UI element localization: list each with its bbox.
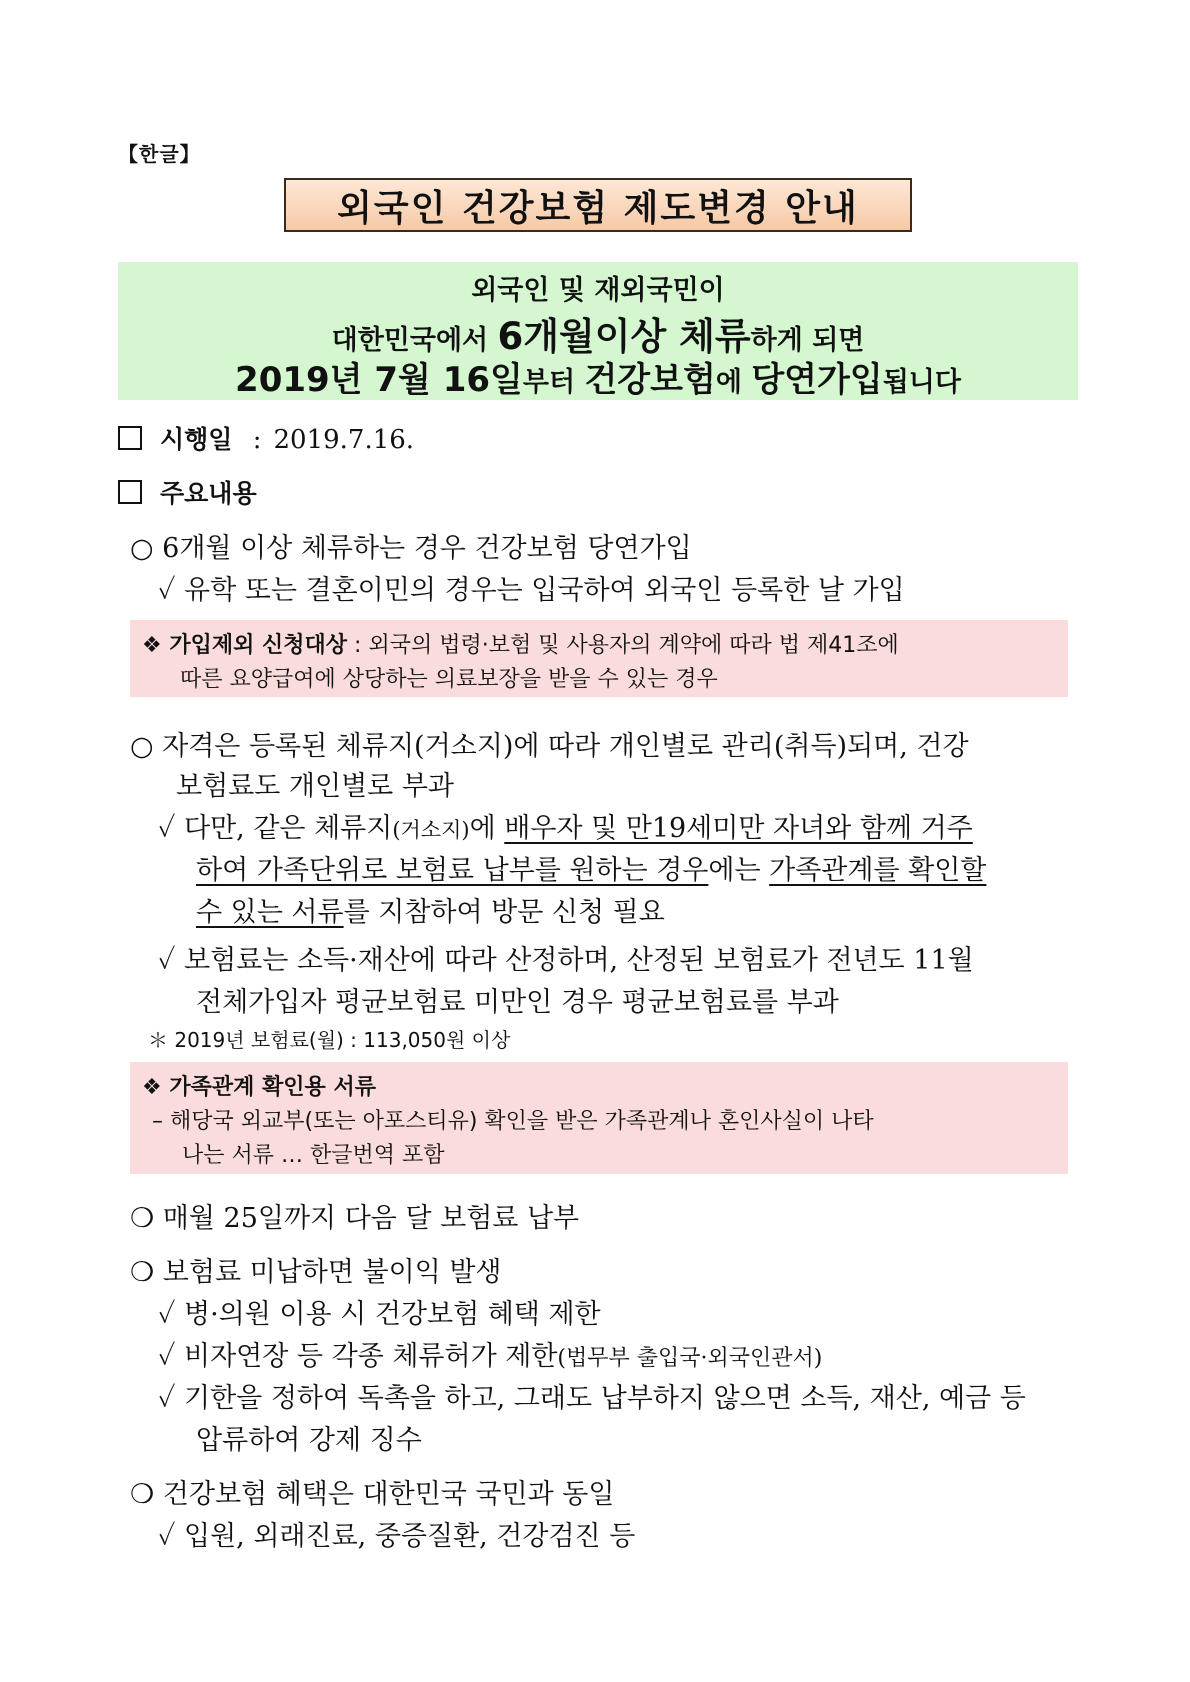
sub-bullet-visa-restriction: ✓ 비자연장 등 각종 체류허가 제한(법무부 출입국·외국인관서) bbox=[158, 1341, 823, 1372]
effective-date-value: 2019.7.16. bbox=[273, 425, 415, 455]
banner-line-2: 대한민국에서 6개월이상 체류하게 되면 bbox=[331, 315, 865, 358]
sub-bullet-family-line-3: 수 있는 서류를 지참하여 방문 신청 필요 bbox=[196, 897, 665, 928]
language-tag: 【한글】 bbox=[118, 142, 201, 166]
bullet-qualification-cont: 보험료도 개인별로 부과 bbox=[176, 771, 454, 802]
sub-bullet-student-marriage: ✓ 유학 또는 결혼이민의 경우는 입국하여 외국인 등록한 날 가입 bbox=[158, 575, 905, 606]
page-title: 외국인 건강보험 제도변경 안내 bbox=[284, 178, 912, 232]
banner-line-1: 외국인 및 재외국민이 bbox=[471, 275, 725, 306]
bullet-benefits: ❍ 건강보험 혜택은 대한민국 국민과 동일 bbox=[130, 1479, 615, 1510]
banner-highlight-date: 2019년 7월 16일 bbox=[235, 360, 523, 400]
exemption-line-2: 따른 요양급여에 상당하는 의료보장을 받을 수 있는 경우 bbox=[180, 667, 718, 692]
sub-bullet-family-line-1: ✓ 다만, 같은 체류지(거소지)에 배우자 및 만19세미만 자녀와 함께 거주 bbox=[158, 813, 973, 844]
checkbox-square-icon bbox=[118, 426, 142, 450]
bullet-enrollment: ○ 6개월 이상 체류하는 경우 건강보험 당연가입 bbox=[130, 533, 692, 564]
sub-bullet-seizure-line-2: 압류하여 강제 징수 bbox=[196, 1425, 422, 1456]
sub-bullet-hospital-restriction: ✓ 병·의원 이용 시 건강보험 혜택 제한 bbox=[158, 1299, 601, 1330]
checkbox-square-icon bbox=[118, 480, 142, 504]
sub-bullet-benefits-list: ✓ 입원, 외래진료, 중증질환, 건강검진 등 bbox=[158, 1521, 636, 1552]
effective-date-label: 시행일 bbox=[160, 425, 233, 454]
banner-line-3: 2019년 7월 16일부터 건강보험에 당연가입됩니다 bbox=[235, 360, 961, 400]
bullet-qualification: ○ 자격은 등록된 체류지(거소지)에 따라 개인별로 관리(취득)되며, 건강 bbox=[130, 731, 969, 762]
effective-date-row: 시행일 : 2019.7.16. bbox=[118, 420, 414, 456]
summary-banner bbox=[118, 262, 1078, 400]
family-documents-box bbox=[130, 1062, 1068, 1174]
family-documents-line-1: – 해당국 외교부(또는 아포스티유) 확인을 받은 가족관계나 혼인사실이 나타 bbox=[152, 1109, 874, 1134]
sub-bullet-seizure-line-1: ✓ 기한을 정하여 독촉을 하고, 그래도 납부하지 않으면 소득, 재산, 예금 등 bbox=[158, 1383, 1026, 1414]
exemption-line-1: ❖ 가입제외 신청대상 : 외국의 법령·보험 및 사용자의 계약에 따라 법 제41조에 bbox=[142, 633, 899, 658]
bullet-nonpayment: ❍ 보험료 미납하면 불이익 발생 bbox=[130, 1257, 502, 1288]
exemption-label: ❖ 가입제외 신청대상 bbox=[142, 633, 348, 658]
family-documents-title: ❖ 가족관계 확인용 서류 bbox=[142, 1075, 376, 1100]
bullet-payment-deadline: ❍ 매월 25일까지 다음 달 보험료 납부 bbox=[130, 1203, 580, 1234]
premium-note: ＊ 2019년 보험료(월) : 113,050원 이상 bbox=[148, 1028, 511, 1052]
main-content-heading: 주요내용 bbox=[118, 474, 257, 510]
sub-bullet-premium-line-2: 전체가입자 평균보험료 미만인 경우 평균보험료를 부과 bbox=[196, 987, 839, 1018]
exemption-notice-box bbox=[130, 620, 1068, 697]
banner-highlight-stay: 6개월이상 체류 bbox=[497, 315, 751, 358]
sub-bullet-family-line-2: 하여 가족단위로 보험료 납부를 원하는 경우에는 가족관계를 확인할 bbox=[196, 855, 987, 886]
family-documents-line-2: 나는 서류 … 한글번역 포함 bbox=[182, 1143, 445, 1168]
sub-bullet-premium-line-1: ✓ 보험료는 소득·재산에 따라 산정하며, 산정된 보험료가 전년도 11월 bbox=[158, 945, 974, 976]
